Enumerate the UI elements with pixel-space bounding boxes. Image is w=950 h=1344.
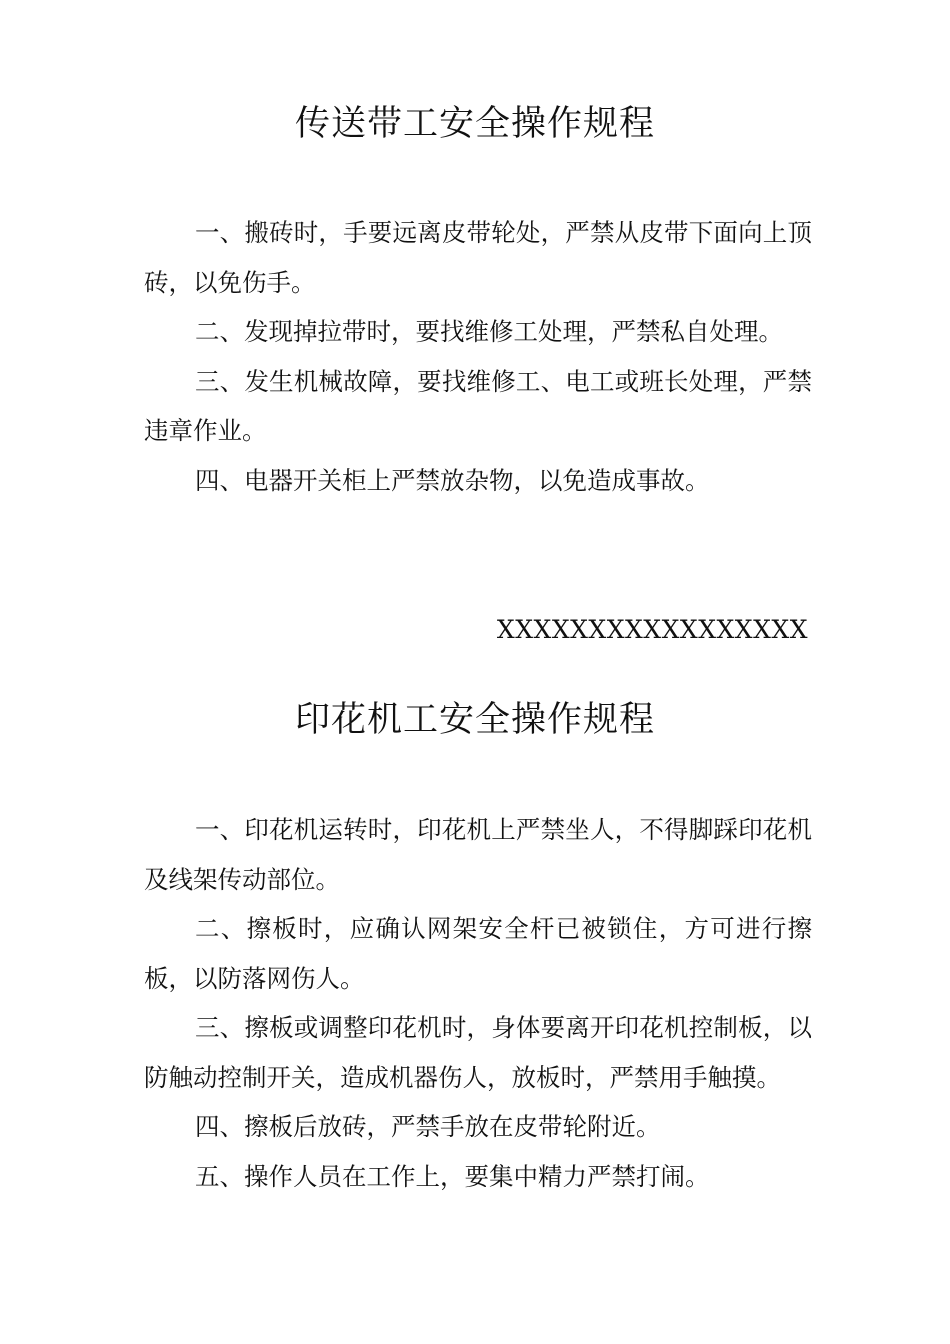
section1-rules xyxy=(144,208,812,505)
section1-rule-3: 三、发生机械故障，要找维修工、电工或班长处理，严禁违章作业。 xyxy=(144,366,812,445)
section2-rule-1: 一、印花机运转时，印花机上严禁坐人，不得脚踩印花机及线架传动部位。 xyxy=(144,815,812,894)
section2-rules xyxy=(144,805,812,1201)
section1-rule-4: 四、电器开关柜上严禁放杂物，以免造成事故。 xyxy=(195,465,710,495)
section1-rule-1: 一、搬砖时，手要远离皮带轮处，严禁从皮带下面向上顶砖，以免伤手。 xyxy=(144,218,812,297)
section2-rule-5: 五、操作人员在工作上，要集中精力严禁打闹。 xyxy=(195,1161,710,1191)
section2-rule-4: 四、擦板后放砖，严禁手放在皮带轮附近。 xyxy=(195,1112,661,1141)
section1-title: 传送带工安全操作规程 xyxy=(294,104,655,144)
section2-rule-2: 二、擦板时，应确认网架安全杆已被锁住，方可进行擦板，以防落网伤人。 xyxy=(144,914,812,993)
section2-rule-3: 三、擦板或调整印花机时，身体要离开印花机控制板，以防触动控制开关，造成机器伤人，放板时，严禁用手触摸。 xyxy=(144,1013,812,1092)
section1-signature: XXXXXXXXXXXXXXXXX xyxy=(496,615,808,644)
section1-rule-2: 二、发现掉拉带时，要找维修工处理，严禁私自处理。 xyxy=(195,317,783,346)
section2-title: 印花机工安全操作规程 xyxy=(294,700,655,740)
